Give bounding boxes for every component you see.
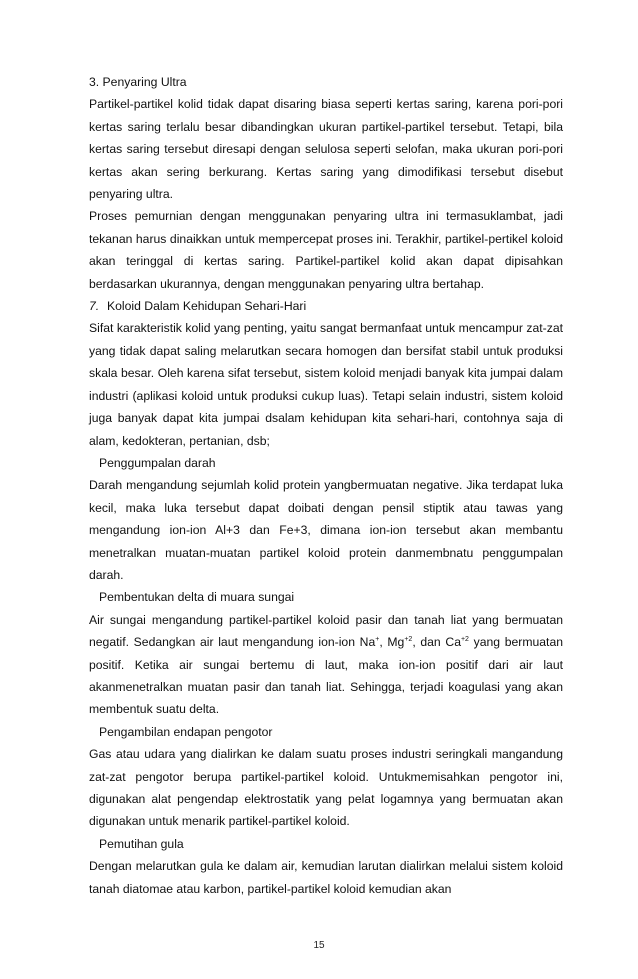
item-title: Pembentukan delta di muara sungai (99, 590, 295, 605)
section-number: 7. (89, 299, 100, 314)
subsection-title: 3. Penyaring Ultra (89, 75, 187, 89)
item-text: Darah mengandung sejumlah kolid protein yangbermuatan negative. Jika terdapat luka kecil, maka luka tersebut dapat doibati dengan pensil stiptik atau tawas yang mengandung ion-ion Al+3 dan Fe+3, dimana ion-ion tersebut akan membantu menetralkan muatan-muatan partikel koloid protein danmembnatu penggumpalan darah. (89, 478, 563, 582)
section-heading (89, 295, 563, 317)
text-fragment: yang bermuatan positif. Ketika air sungai bertemu di laut, maka ion-ion positif dari air laut akanmenetralkan muatan pasir dan tanah liat. Sehingga, terjadi koagulasi yang akan membentuk suatu delta. (89, 635, 564, 717)
superscript: + (375, 636, 380, 644)
intro-paragraph: Sifat karakteristik kolid yang penting, yaitu sangat bermanfaat untuk mencampur zat-zat yang tidak dapat saling melarutkan secara homogen dan bersifat stabil untuk produksi skala besar. Oleh karena sifat tersebut, sistem koloid menjadi banyak kita jumpai dalam industri (aplikasi koloid untuk produksi cukup luas). Tetapi selain industri, sistem koloid juga banyak dapat kita jumpai dsalam kehidupan kita sehari-hari, contohnya saja di alam, kedokteran, pertanian, dsb; (89, 321, 563, 448)
item-text: Dengan melarutkan gula ke dalam air, kemudian larutan dialirkan melalui sistem koloid tanah diatomae atau karbon, partikel-partikel koloid kemudian akan (89, 859, 563, 896)
paragraph: Proses pemurnian dengan menggunakan penyaring ultra ini termasuklambat, jadi tekanan harus dinaikkan untuk mempercepat proses ini. Terakhir, partikel-pertikel koloid akan teringgal di kertas saring. Partikel-partikel kolid akan dapat dipisahkan berdasarkan ukurannya, dengan menggunakan penyaring ultra bertahap. (89, 209, 563, 291)
text-fragment: Air sungai mengandung partikel-partikel koloid pasir dan tanah liat yang bermuatan negatif. Sedangkan air laut mengandung ion-ion Na (89, 612, 563, 650)
section-title: Koloid Dalam Kehidupan Sehari-Hari (107, 299, 307, 314)
item-text: Gas atau udara yang dialirkan ke dalam suatu proses industri seringkali mangandung zat-zat pengotor berupa partikel-partikel koloid. Untukmemisahkan pengotor ini, digunakan alat pengendap elektrostatik yang pelat logamnya yang bermuatan akan digunakan untuk menarik partikel-partikel koloid. (89, 747, 563, 829)
superscript: +2 (460, 636, 469, 644)
text-fragment: , dan Ca (412, 635, 461, 650)
item-title: Pemutihan gula (99, 836, 184, 851)
paragraph: Partikel-partikel kolid tidak dapat disaring biasa seperti kertas saring, karena pori-pori kertas saring terlalu besar dibandingkan ukuran partikel-partikel tersebut. Tetapi, bila kertas saring tersebut diresapi dengan selulosa seperti selofan, maka ukuran pori-pori kertas akan sering berkurang. Kertas saring yang dimodifikasi tersebut disebut penyaring ultra. (89, 97, 563, 202)
item-title: Penggumpalan darah (99, 455, 216, 470)
document-body (89, 71, 563, 900)
item-title: Pengambilan endapan pengotor (99, 724, 273, 739)
item-text (89, 609, 563, 721)
text-fragment: , Mg (379, 635, 405, 650)
superscript: +2 (404, 636, 413, 644)
page-number: 15 (313, 940, 325, 951)
